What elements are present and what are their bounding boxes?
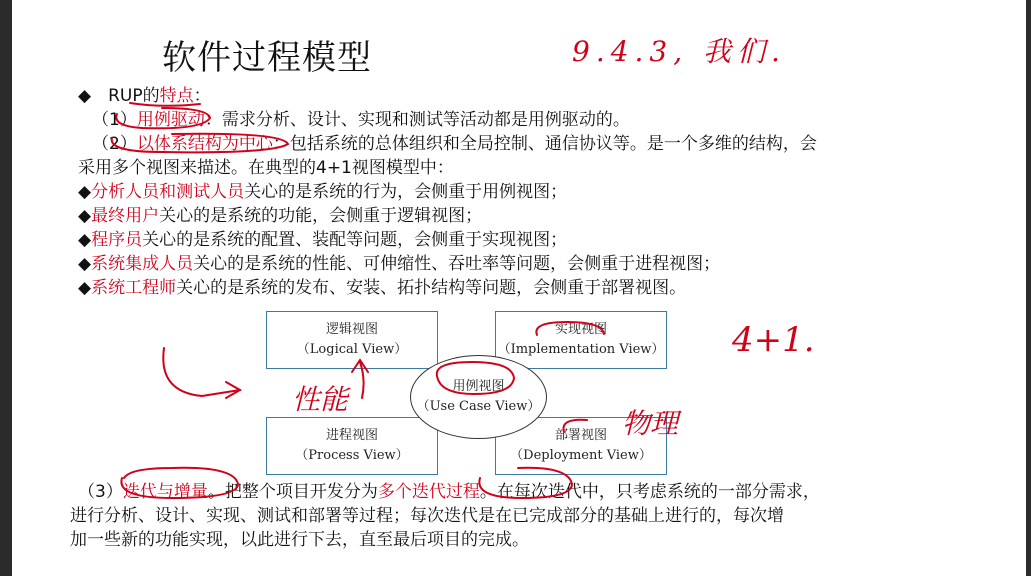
line-iteration-process: 进行分析、设计、实现、测试和部署等过程；每次迭代是在已完成部分的基础上进行的，每次增 <box>70 506 784 526</box>
ink-circle-implementation <box>536 322 604 335</box>
line-rup-features: ◆ RUP的特点： <box>78 86 211 106</box>
handwritten-physical: 物理 <box>622 407 679 440</box>
line-programmers: ◆程序员关心的是系统的配置、装配等问题，会侧重于实现视图； <box>78 230 568 250</box>
line-iteration-final: 加一些新的功能实现，以此进行下去，直至最后项目的完成。 <box>70 530 529 550</box>
line-engineers: ◆系统工程师关心的是系统的发布、安装、拓扑结构等问题，会侧重于部署视图。 <box>78 278 687 298</box>
line-multiple-views: 采用多个视图来描述。在典型的4+1视图模型中： <box>78 158 454 178</box>
ink-arrow-left <box>163 348 240 396</box>
logical-view-box: 逻辑视图 （Logical View） <box>266 311 438 369</box>
handwritten-note-top: 9.4.3, 我们. <box>572 35 786 68</box>
line-end-users: ◆最终用户关心的是系统的功能，会侧重于逻辑视图； <box>78 206 483 226</box>
line-use-case-driven: （1）用例驱动：需求分析、设计、实现和测试等活动都是用例驱动的。 <box>92 110 630 130</box>
implementation-view-box: 实现视图 （Implementation View） <box>495 311 667 369</box>
line-integrators: ◆系统集成人员关心的是系统的性能、可伸缩性、吞吐率等问题，会侧重于进程视图； <box>78 254 721 274</box>
ink-arrowhead-up <box>352 360 368 372</box>
slide-title: 软件过程模型 <box>162 38 372 78</box>
ink-circle-iterative <box>121 468 238 498</box>
ink-circle-usecase <box>437 362 514 394</box>
ink-mark-deployment <box>563 420 587 432</box>
line-iterative-incremental: （3）迭代与增量。把整个项目开发分为多个迭代过程。在每次迭代中，只考虑系统的一部分需求， <box>78 482 820 502</box>
line-architecture-centric: （2）以体系结构为中心：包括系统的总体组织和全局控制、通信协议等。是一个多维的结构，会 <box>92 134 817 154</box>
ink-circle-use-case <box>116 108 210 128</box>
use-case-view-ellipse: 用例视图 （Use Case View） <box>410 355 547 439</box>
ink-arrow-up <box>360 362 364 398</box>
line-analysts: ◆分析人员和测试人员关心的是系统的行为，会侧重于用例视图； <box>78 182 568 202</box>
slide <box>12 0 1026 576</box>
ink-circle-architecture <box>112 134 288 153</box>
handwritten-ink-layer <box>12 0 1026 576</box>
ink-underline-features <box>130 103 200 106</box>
deployment-view-box: 部署视图 （Deployment View） <box>495 417 667 475</box>
ink-circle-multi-iteration <box>479 468 572 498</box>
handwritten-4plus1: 4+1. <box>732 320 815 360</box>
process-view-box: 进程视图 （Process View） <box>266 417 438 475</box>
handwritten-performance: 性能 <box>292 383 349 416</box>
